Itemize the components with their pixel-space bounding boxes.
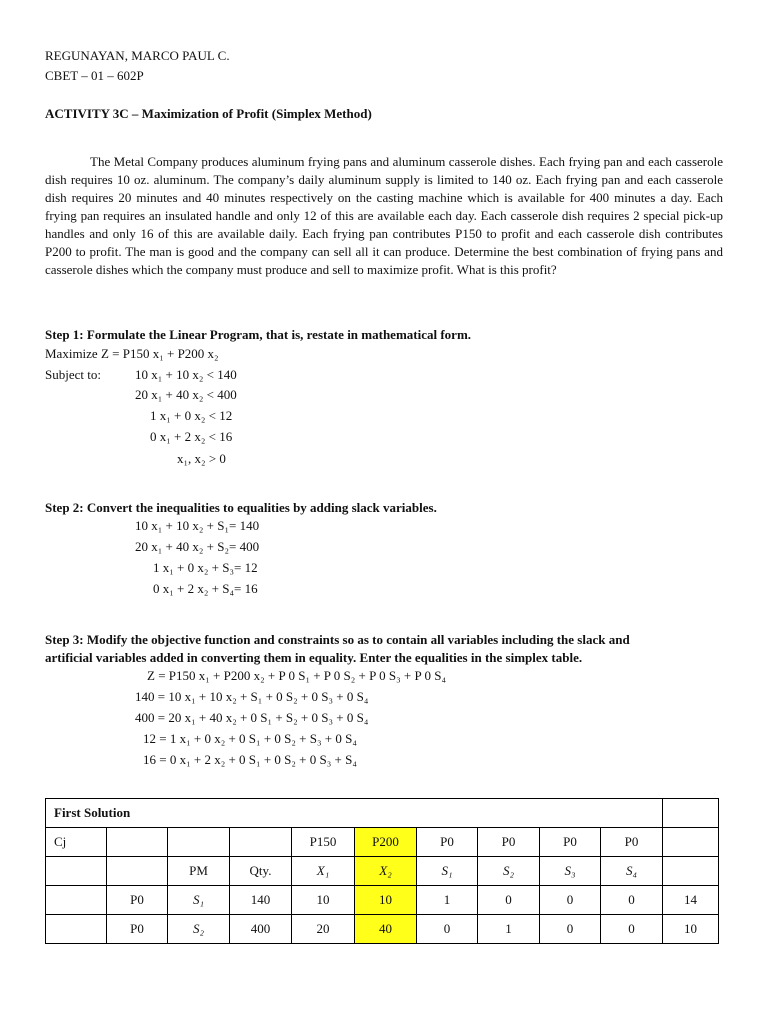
table-cell xyxy=(663,828,719,857)
table-title: First Solution xyxy=(46,799,663,828)
row-cj: P0 xyxy=(107,915,168,944)
table-cell xyxy=(46,915,107,944)
row-value-pivot-column: 10 xyxy=(355,886,417,915)
cj-row xyxy=(46,828,719,857)
row-value-pivot-column: 40 xyxy=(355,915,417,944)
cj-value-s1: P0 xyxy=(417,828,478,857)
modified-constraint-1: 140 = 10 x₁ + 10 x₂ + S₁ + 0 S₂ + 0 S₃ + 0 S₄ xyxy=(135,689,369,704)
pm-header: PM xyxy=(168,857,230,886)
modified-constraint-4: 16 = 0 x₁ + 2 x₂ + 0 S₁ + 0 S₂ + 0 S₃ + S₄ xyxy=(143,752,357,767)
constraint-4: 0 x₁ + 2 x₂ < 16 xyxy=(150,429,233,444)
qty-header: Qty. xyxy=(230,857,292,886)
simplex-table xyxy=(45,798,719,944)
row-value: 0 xyxy=(540,886,601,915)
cj-label: Cj xyxy=(46,828,107,857)
var-header-s2: S₂ xyxy=(478,857,540,886)
row-qty: 400 xyxy=(230,915,292,944)
equality-1: 10 x₁ + 10 x₂ + S₁= 140 xyxy=(135,518,260,533)
row-value: 10 xyxy=(292,886,355,915)
cj-value-x1: P150 xyxy=(292,828,355,857)
header-row xyxy=(46,857,719,886)
table-row xyxy=(46,915,719,944)
row-ratio: 10 xyxy=(663,915,719,944)
table-cell xyxy=(46,886,107,915)
table-cell xyxy=(168,828,230,857)
step2-heading: Step 2: Convert the inequalities to equalities by adding slack variables. xyxy=(45,500,437,515)
activity-title: ACTIVITY 3C – Maximization of Profit (Simplex Method) xyxy=(45,106,372,121)
modified-objective: Z = P150 x₁ + P200 x₂ + P 0 S₁ + P 0 S₂ + P 0 S₃ + P 0 S₄ xyxy=(147,668,446,683)
row-value: 20 xyxy=(292,915,355,944)
table-title-row xyxy=(46,799,719,828)
modified-constraint-3: 12 = 1 x₁ + 0 x₂ + 0 S₁ + 0 S₂ + S₃ + 0 S₄ xyxy=(143,731,357,746)
constraint-1: 10 x₁ + 10 x₂ < 140 xyxy=(135,367,237,382)
cj-value-x2: P200 xyxy=(355,828,417,857)
row-value: 0 xyxy=(540,915,601,944)
constraint-3: 1 x₁ + 0 x₂ < 12 xyxy=(150,408,233,423)
var-header-s3: S₃ xyxy=(540,857,601,886)
section-code: CBET – 01 – 602P xyxy=(45,68,144,83)
table-cell xyxy=(107,828,168,857)
table-cell xyxy=(663,857,719,886)
row-pm: S₂ xyxy=(168,915,230,944)
student-name: REGUNAYAN, MARCO PAUL C. xyxy=(45,48,230,63)
modified-constraint-2: 400 = 20 x₁ + 40 x₂ + 0 S₁ + S₂ + 0 S₃ + 0 S₄ xyxy=(135,710,369,725)
table-row xyxy=(46,886,719,915)
row-value: 0 xyxy=(601,915,663,944)
objective-function: Maximize Z = P150 x₁ + P200 x₂ xyxy=(45,346,219,361)
table-cell xyxy=(230,828,292,857)
step1-heading: Step 1: Formulate the Linear Program, that is, restate in mathematical form. xyxy=(45,327,472,342)
subject-to-label: Subject to: xyxy=(45,367,101,382)
table-cell xyxy=(46,857,107,886)
row-value: 1 xyxy=(478,915,540,944)
problem-statement xyxy=(45,153,723,279)
problem-text: The Metal Company produces aluminum frying pans and aluminum casserole dishes. Each frying pan and each casserole dish requires 10 oz. aluminum. The company’s daily aluminum supply is limited to 140 oz. Each frying pan and each casserole dish requires 20 minutes and 40 minutes respectively on the casting machine which is available for 400 minutes a day. Each frying pan requires an insulated handle and only 12 of this are available each day. Each casserole dish requires 2 special pick-up handles and only 16 of this are available daily. Each frying pan contributes P150 to profit and each casserole dish contributes P200 to profit. The man is good and the company can sell all it can produce. Determine the best combination of frying pans and casserole dishes which the company must produce and sell to maximize profit. What is this profit? xyxy=(45,154,723,277)
row-value: 0 xyxy=(478,886,540,915)
step3-heading-2: artificial variables added in converting them in equality. Enter the equalities in the simplex table. xyxy=(45,650,583,665)
var-header-s1: S₁ xyxy=(417,857,478,886)
table-cell xyxy=(663,799,719,828)
step3-heading-1: Step 3: Modify the objective function and constraints so as to contain all variables including the slack and xyxy=(45,632,630,647)
cj-value-s3: P0 xyxy=(540,828,601,857)
var-header-x1: X₁ xyxy=(292,857,355,886)
constraint-2: 20 x₁ + 40 x₂ < 400 xyxy=(135,387,237,402)
row-value: 0 xyxy=(417,915,478,944)
equality-4: 0 x₁ + 2 x₂ + S₄= 16 xyxy=(153,581,258,596)
row-qty: 140 xyxy=(230,886,292,915)
row-cj: P0 xyxy=(107,886,168,915)
cj-value-s4: P0 xyxy=(601,828,663,857)
var-header-x2: X₂ xyxy=(355,857,417,886)
nonnegativity: x₁, x₂ > 0 xyxy=(177,451,226,466)
table-cell xyxy=(107,857,168,886)
row-value: 0 xyxy=(601,886,663,915)
row-ratio: 14 xyxy=(663,886,719,915)
equality-2: 20 x₁ + 40 x₂ + S₂= 400 xyxy=(135,539,260,554)
equality-3: 1 x₁ + 0 x₂ + S₃= 12 xyxy=(153,560,258,575)
row-value: 1 xyxy=(417,886,478,915)
row-pm: S₁ xyxy=(168,886,230,915)
var-header-s4: S₄ xyxy=(601,857,663,886)
cj-value-s2: P0 xyxy=(478,828,540,857)
